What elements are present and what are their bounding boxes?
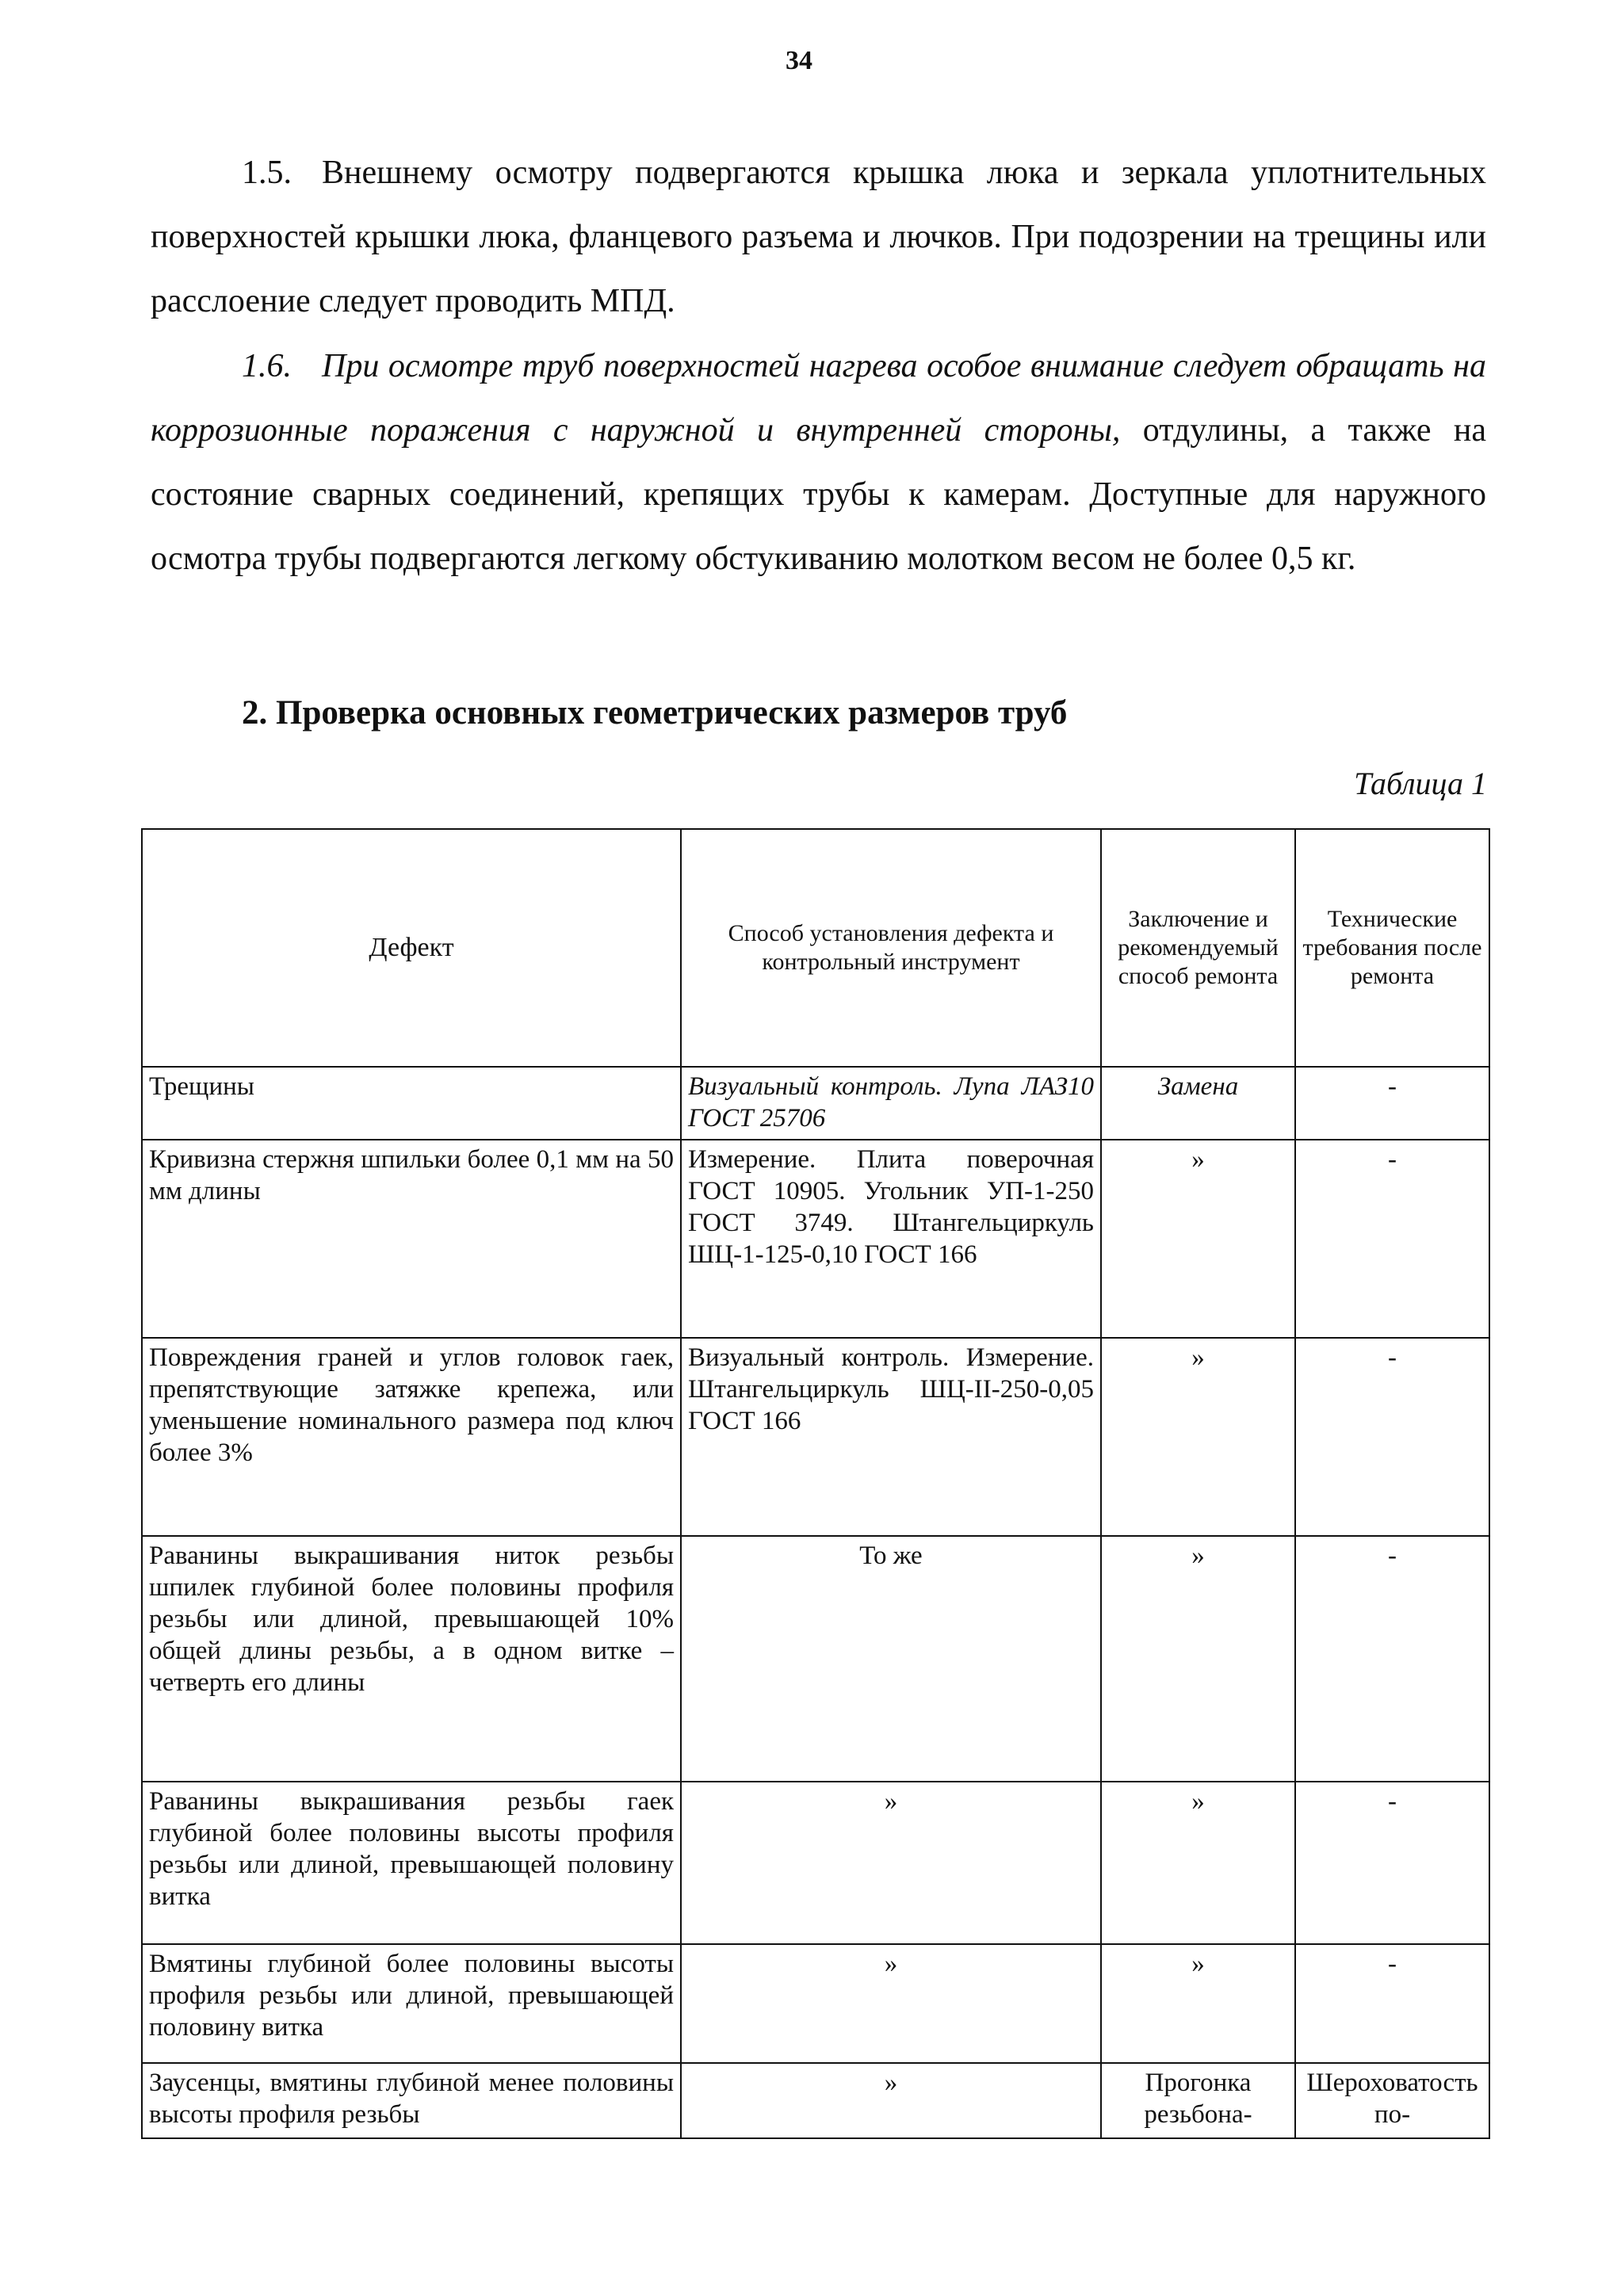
paragraph-number: 1.6. (242, 348, 292, 384)
cell-conclusion: Замена (1101, 1067, 1295, 1140)
paragraph-text: отдулины, а также на состояние сварных соединений, крепящих трубы к камерам. Доступные для наружного осмотра трубы подвергаются легкому обстукиванию молотком весом не более 0,5 кг. (151, 412, 1487, 577)
cell-defect: Вмятины глубиной более половины высоты профиля резьбы или длиной, превышающей половину витка (142, 1944, 681, 2063)
defects-table (141, 828, 1490, 2139)
cell-requirement: - (1295, 1338, 1489, 1536)
cell-method: Визуальный контроль. Измерение. Штангельциркуль ШЦ-II-250-0,05 ГОСТ 166 (681, 1338, 1101, 1536)
cell-defect: Трещины (142, 1067, 681, 1140)
cell-requirement: Шероховатость по- (1295, 2063, 1489, 2138)
cell-requirement: - (1295, 1140, 1489, 1338)
cell-method: То же (681, 1536, 1101, 1782)
paragraph-1-6 (151, 334, 1486, 591)
cell-conclusion: » (1101, 1536, 1295, 1782)
paragraph-1-5 (151, 141, 1486, 334)
table-row (142, 1067, 1489, 1140)
table-row (142, 1944, 1489, 2063)
cell-defect: Повреждения граней и углов головок гаек, препятствующие затяжке крепежа, или уменьшение номинального размера под ключ более 3% (142, 1338, 681, 1536)
cell-conclusion: » (1101, 1782, 1295, 1944)
cell-conclusion: » (1101, 1140, 1295, 1338)
section-heading: 2. Проверка основных геометрических размеров труб (242, 694, 1068, 732)
cell-defect: Раванины выкрашивания ниток резьбы шпилек глубиной более половины профиля резьбы или длиной, превышающей 10% общей длины резьбы, а в одном витке – четверть его длины (142, 1536, 681, 1782)
cell-defect: Кривизна стержня шпильки более 0,1 мм на 50 мм длины (142, 1140, 681, 1338)
cell-conclusion: » (1101, 1944, 1295, 2063)
cell-conclusion: » (1101, 1338, 1295, 1536)
cell-requirement: - (1295, 1067, 1489, 1140)
cell-method: » (681, 2063, 1101, 2138)
table-row (142, 1140, 1489, 1338)
table-row (142, 1338, 1489, 1536)
page-number: 34 (786, 46, 812, 75)
cell-conclusion: Прогонка резьбона- (1101, 2063, 1295, 2138)
paragraph-number: 1.5. (242, 155, 292, 191)
table-row (142, 1782, 1489, 1944)
cell-requirement: - (1295, 1944, 1489, 2063)
header-requirement: Технические требования после ремонта (1295, 829, 1489, 1067)
cell-method: Визуальный контроль. Лупа ЛАЗ10 ГОСТ 25706 (681, 1067, 1101, 1140)
table-caption: Таблица 1 (1354, 766, 1487, 801)
cell-defect: Заусенцы, вмятины глубиной менее половины высоты профиля резьбы (142, 2063, 681, 2138)
cell-requirement: - (1295, 1782, 1489, 1944)
paragraph-text: Внешнему осмотру подвергаются крышка люка и зеркала уплотнительных поверхностей крышки люка, фланцевого разъема и лючков. При подозрении на трещины или расслоение следует проводить МПД. (151, 155, 1486, 319)
cell-method: » (681, 1782, 1101, 1944)
cell-method: » (681, 1944, 1101, 2063)
table-header-row (142, 829, 1489, 1067)
header-method: Способ установления дефекта и контрольный инструмент (681, 829, 1101, 1067)
cell-method: Измерение. Плита поверочная ГОСТ 10905. Угольник УП-1-250 ГОСТ 3749. Штангельциркуль ШЦ-1-125-0,10 ГОСТ 166 (681, 1140, 1101, 1338)
table-row (142, 2063, 1489, 2138)
cell-defect: Раванины выкрашивания резьбы гаек глубиной более половины высоты профиля резьбы или длиной, превышающей половину витка (142, 1782, 681, 1944)
paragraph-text-italic: При осмотре труб поверхностей нагрева особое внимание следует обращать на коррозионные поражения с наружной и внутренней стороны, (151, 348, 1486, 449)
header-defect: Дефект (142, 829, 681, 1067)
header-conclusion: Заключение и рекомендуемый способ ремонта (1101, 829, 1295, 1067)
cell-requirement: - (1295, 1536, 1489, 1782)
table-row (142, 1536, 1489, 1782)
